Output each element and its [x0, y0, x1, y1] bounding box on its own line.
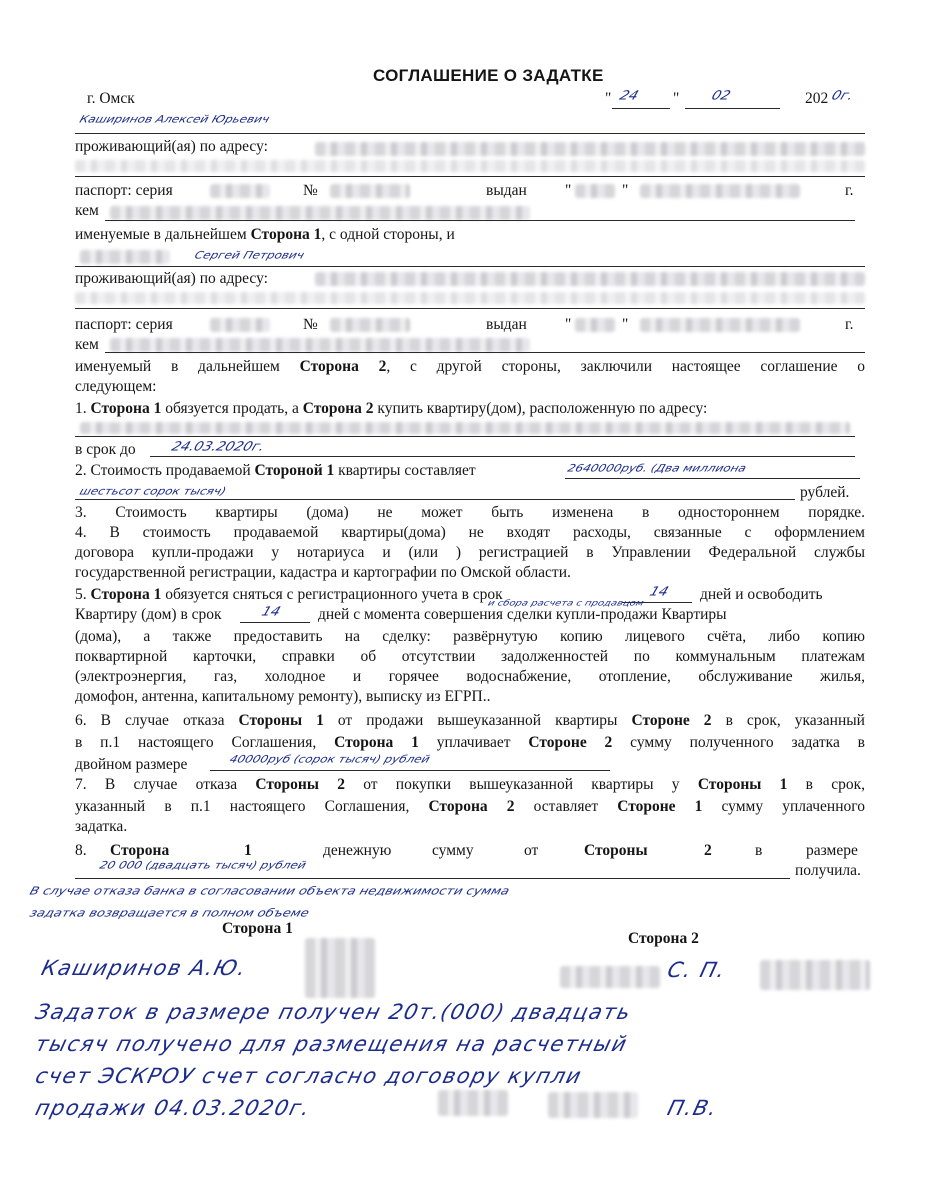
clause-5-line-1-end: дней и освободить [700, 586, 823, 603]
clause-2-amount: 2640000руб. (Два миллиона [566, 462, 748, 474]
clause-5-line-4: поквартирной карточки, справки об отсутствии задолженностей по коммунальным платежам [75, 648, 865, 665]
clause-8-word-3: денежную [323, 842, 392, 859]
clause-8-num: 8. [75, 842, 87, 859]
clause-6-line-1: 6. В случае отказа Стороны 1 от продажи вышеуказанной квартиры Стороне 2 в срок, указанный [75, 712, 865, 729]
receipt-line-3: счет ЭСКРОУ счет согласно договору купли [33, 1064, 585, 1088]
receipt-line-4: продажи 04.03.2020г. [33, 1096, 314, 1120]
clause-2-amount-cont: шестьсот сорок тысяч) [78, 485, 228, 497]
redacted-party2-address-2 [75, 292, 865, 304]
date-day: 24 [617, 88, 641, 104]
party1-issued-quote-open: " [565, 182, 572, 199]
side-1-signature: Каширинов А.Ю. [39, 956, 250, 980]
redacted-side-2-signature [760, 960, 870, 990]
side-2-label: Сторона 2 [628, 930, 699, 947]
clause-7-line-3: задатка. [75, 818, 128, 835]
clause-5-days1: 14 [647, 584, 671, 600]
redacted-party1-series [210, 184, 270, 198]
clause-6-amount: 40000руб (сорок тысяч) рублей [228, 753, 432, 765]
clause-5-days2-line [240, 622, 310, 623]
party1-by-label: кем [75, 202, 99, 219]
party1-by-line [105, 220, 855, 221]
date-year-prefix: 202 [805, 90, 829, 107]
handwritten-clause-9-line-2: задатка возвращается в полном объеме [27, 907, 311, 920]
clause-4-line-2: договора купли-продажи у нотариуса и (или ) регистрацией в Управлении Федеральной службы [75, 544, 865, 561]
clause-1-deadline-label: в срок до [75, 441, 136, 458]
redacted-party1-number [330, 184, 410, 198]
clause-5-line-6: домофон, антенна, капитальному ремонту), выписку из ЕГРП.. [75, 688, 491, 705]
party2-passport-label: паспорт: серия [75, 316, 173, 333]
clause-3: 3. Стоимость квартиры (дома) не может быть изменена в одностороннем порядке. [75, 504, 865, 521]
receipt-initials: П.В. [665, 1096, 721, 1120]
redacted-receipt-signature [548, 1092, 638, 1118]
party2-address-line [75, 308, 865, 309]
handwritten-clause-9-line-1: В случае отказа банка в согласовании объекта недвижимости сумма [27, 885, 512, 898]
clause-8-amount: 20 000 (двадцать тысяч) рублей [98, 859, 308, 871]
redacted-party2-address [315, 272, 865, 286]
redacted-party2-issuer [110, 338, 530, 352]
clause-8-amount-line [75, 878, 790, 879]
clause-8-word-6: Стороны [584, 842, 648, 859]
date-close-quote: " [673, 90, 680, 107]
document-title: СОГЛАШЕНИЕ О ЗАДАТКЕ [373, 66, 604, 85]
party1-address-label: проживающий(ая) по адресу: [75, 138, 268, 155]
party2-name: Сергей Петрович [193, 249, 306, 261]
clause-1-deadline: 24.03.2020г. [169, 439, 267, 455]
clause-8-word-9: размере [806, 842, 858, 859]
party2-issued-label: выдан [486, 316, 527, 333]
clause-1-deadline-line [150, 456, 855, 457]
clause-8-word-5: от [524, 842, 539, 859]
party2-by-label: кем [75, 336, 99, 353]
clause-8-word-8: в [755, 842, 763, 859]
party2-year-suffix: г. [845, 316, 854, 333]
date-open-quote: " [605, 90, 612, 107]
date-day-line [612, 108, 670, 109]
clause-5-line-2-post: дней с момента совершения сделки купли-продажи Квартиры [318, 606, 727, 623]
redacted-party2-surname [80, 250, 170, 264]
clause-5-note: и сбора расчета с продавцом [486, 599, 645, 608]
side-1-label: Сторона 1 [222, 920, 293, 937]
redacted-party2-issued-date [640, 318, 800, 332]
clause-1: 1. Сторона 1 обязуется продать, а Сторона 2 купить квартиру(дом), расположенную по адресу: [75, 400, 708, 417]
receipt-line-1: Задаток в размере получен 20т.(000) двадцать [33, 1000, 635, 1024]
party1-passport-label: паспорт: серия [75, 182, 173, 199]
clause-8-word-2: 1 [244, 842, 252, 859]
clause-2-currency: рублей. [800, 484, 850, 501]
clause-5-line-3: (дома), а также предоставить на сделку: развёрнутую копию лицевого счёта, либо копию [75, 628, 865, 645]
party2-address-label: проживающий(ая) по адресу: [75, 270, 268, 287]
city: г. Омск [87, 90, 135, 107]
clause-8-word-1: Сторона [110, 842, 170, 859]
party1-name: Каширинов Алексей Юрьевич [78, 113, 272, 125]
clause-8-word-4: сумму [432, 842, 474, 859]
side-2-signature: С. П. [665, 958, 729, 982]
party2-by-line [105, 352, 865, 353]
clause-1-address-line [75, 436, 855, 437]
redacted-party2-number [330, 318, 410, 332]
redacted-party1-address [315, 142, 865, 156]
clause-8-received: получила. [795, 862, 861, 879]
party2-designation: именуемый в дальнейшем Сторона 2, с другой стороны, заключили настоящее соглашение о [75, 358, 866, 375]
clause-5-line-1: 5. Сторона 1 обязуется сняться с регистрационного учета в срок [75, 586, 503, 603]
party1-address-line [75, 176, 865, 177]
clause-5-days2: 14 [259, 604, 283, 620]
party1-name-line [75, 133, 865, 134]
clause-8-word-7: 2 [704, 842, 712, 859]
clause-7-line-2: указанный в п.1 настоящего Соглашения, Сторона 2 оставляет Стороне 1 сумму уплаченного [75, 798, 865, 815]
redacted-side-1-signature [305, 938, 375, 998]
date-month: 02 [709, 88, 733, 104]
clause-6-line-3: двойном размере [75, 756, 188, 773]
clause-5-line-5: (электроэнергия, газ, холодное и горячее водоснабжение, отопление, обслуживание жилья, [75, 668, 865, 685]
party2-issued-quote-close: " [622, 316, 629, 333]
party1-issued-quote-close: " [622, 182, 629, 199]
clause-6-line-2: в п.1 настоящего Соглашения, Сторона 1 уплачивает Стороне 2 сумму полученного задатка в [75, 734, 865, 751]
party2-issued-quote-open: " [565, 316, 572, 333]
clause-7-line-1: 7. В случае отказа Стороны 2 от покупки вышеуказанной квартиры у Стороны 1 в срок, [75, 776, 865, 793]
redacted-party1-issuer [110, 206, 530, 220]
redacted-party1-address-2 [75, 160, 865, 172]
redacted-property-address [80, 422, 850, 434]
clause-4-line-3: государственной регистрации, кадастра и картографии по Омской области. [75, 564, 571, 581]
redacted-party2-issued-day [575, 318, 615, 332]
redacted-party2-series [210, 318, 270, 332]
date-month-line [685, 108, 780, 109]
redacted-receipt-name [438, 1090, 508, 1116]
date-year-hand: 0г. [829, 88, 856, 104]
clause-6-amount-line [210, 770, 610, 771]
clause-5-line-2-pre: Квартиру (дом) в срок [75, 606, 222, 623]
clause-4-line-1: 4. В стоимость продаваемой квартиры(дома) не входят расходы, связанные с оформлением [75, 524, 865, 541]
clause-2-amount-line [565, 478, 860, 479]
party1-year-suffix: г. [845, 182, 854, 199]
party2-designation-end: следующем: [75, 378, 157, 395]
receipt-line-2: тысяч получено для размещения на расчетный [33, 1032, 631, 1056]
clause-2: 2. Стоимость продаваемой Стороной 1 квартиры составляет [75, 462, 476, 479]
party1-number-label: № [303, 182, 318, 199]
clause-2-amount-line-2 [75, 499, 795, 500]
redacted-party1-issued-date [640, 184, 800, 198]
redacted-party1-issued-day [575, 184, 615, 198]
party2-number-label: № [303, 316, 318, 333]
party1-designation: именуемые в дальнейшем Сторона 1, с одной стороны, и [75, 226, 455, 243]
party1-issued-label: выдан [486, 182, 527, 199]
redacted-side-2-surname [560, 966, 660, 988]
party2-name-line [75, 266, 865, 267]
